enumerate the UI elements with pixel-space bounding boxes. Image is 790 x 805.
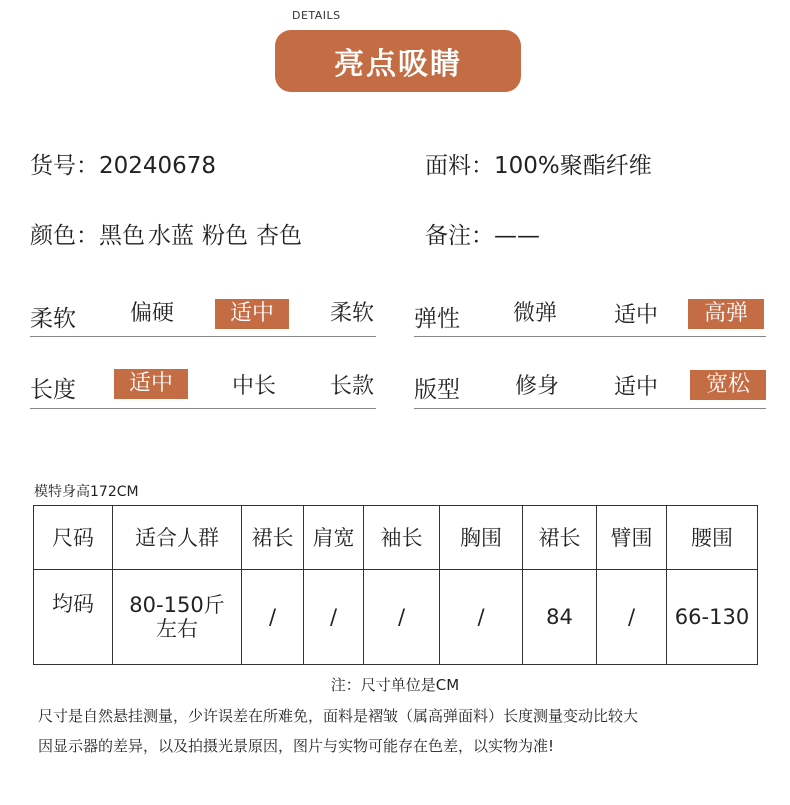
- colors-label: 颜色：: [30, 223, 99, 249]
- table-header-cell: 适合人群: [113, 506, 242, 570]
- attribute-label: 柔软: [30, 306, 76, 332]
- table-cell: /: [242, 570, 304, 665]
- attribute-option-selected: 宽松: [690, 370, 766, 400]
- color-option: 粉色: [202, 223, 248, 249]
- table-cell: /: [597, 570, 667, 665]
- table-header-cell: 尺码: [34, 506, 113, 570]
- item-number: 货号：20240678: [30, 153, 217, 179]
- divider-line: [414, 408, 766, 409]
- table-header-cell: 胸围: [440, 506, 523, 570]
- table-header-cell: 肩宽: [304, 506, 364, 570]
- attribute-option: 适中: [613, 303, 658, 328]
- attribute-label: 弹性: [414, 306, 460, 332]
- size-table: [33, 505, 758, 665]
- measurement-note: 尺寸是自然悬挂测量，少许误差在所难免，面料是褶皱（属高弹面料）长度测量变动比较大: [38, 707, 639, 725]
- table-header-row: [34, 506, 758, 570]
- table-header-cell: 腰围: [667, 506, 758, 570]
- table-cell: /: [364, 570, 440, 665]
- remark-info: 备注：——: [425, 223, 540, 249]
- color-option: 水蓝: [148, 223, 194, 249]
- colors-info: [30, 217, 302, 250]
- attribute-option-selected: 适中: [114, 369, 188, 399]
- highlight-title-banner: 亮点吸睛: [275, 30, 521, 92]
- attribute-option: 修身: [514, 374, 559, 399]
- attribute-option: 长款: [329, 374, 374, 399]
- attribute-option: 中长: [231, 374, 276, 399]
- attribute-label: 长度: [30, 377, 76, 403]
- attribute-label: 版型: [414, 377, 460, 403]
- divider-line: [30, 408, 376, 409]
- attribute-option-selected: 高弹: [688, 299, 764, 329]
- table-row: [34, 570, 758, 665]
- attribute-option: 适中: [613, 375, 658, 400]
- color-option: 杏色: [256, 223, 302, 249]
- attribute-option: 微弹: [512, 301, 557, 326]
- fabric-info: 面料：100%聚酯纤维: [425, 153, 652, 179]
- color-option: 黑色: [99, 223, 145, 249]
- table-header-cell: 裙长: [242, 506, 304, 570]
- table-header-cell: 裙长: [523, 506, 597, 570]
- attribute-option-selected: 适中: [215, 299, 289, 329]
- unit-note: 注：尺寸单位是CM: [330, 676, 460, 694]
- table-header-cell: 袖长: [364, 506, 440, 570]
- model-height-note: 模特身高172CM: [34, 484, 139, 500]
- table-cell: /: [304, 570, 364, 665]
- attribute-option: 偏硬: [129, 301, 174, 326]
- table-cell: 66-130: [667, 570, 758, 665]
- table-cell: 均码: [34, 570, 113, 665]
- table-cell: /: [440, 570, 523, 665]
- table-header-cell: 臂围: [597, 506, 667, 570]
- details-label: DETAILS: [292, 9, 341, 22]
- attribute-option: 柔软: [329, 301, 374, 326]
- table-cell: 80-150斤 左右: [113, 570, 242, 665]
- color-difference-note: 因显示器的差异，以及拍摄光景原因，图片与实物可能存在色差，以实物为准!: [38, 737, 555, 755]
- divider-line: [414, 336, 766, 337]
- table-cell: 84: [523, 570, 597, 665]
- divider-line: [30, 336, 376, 337]
